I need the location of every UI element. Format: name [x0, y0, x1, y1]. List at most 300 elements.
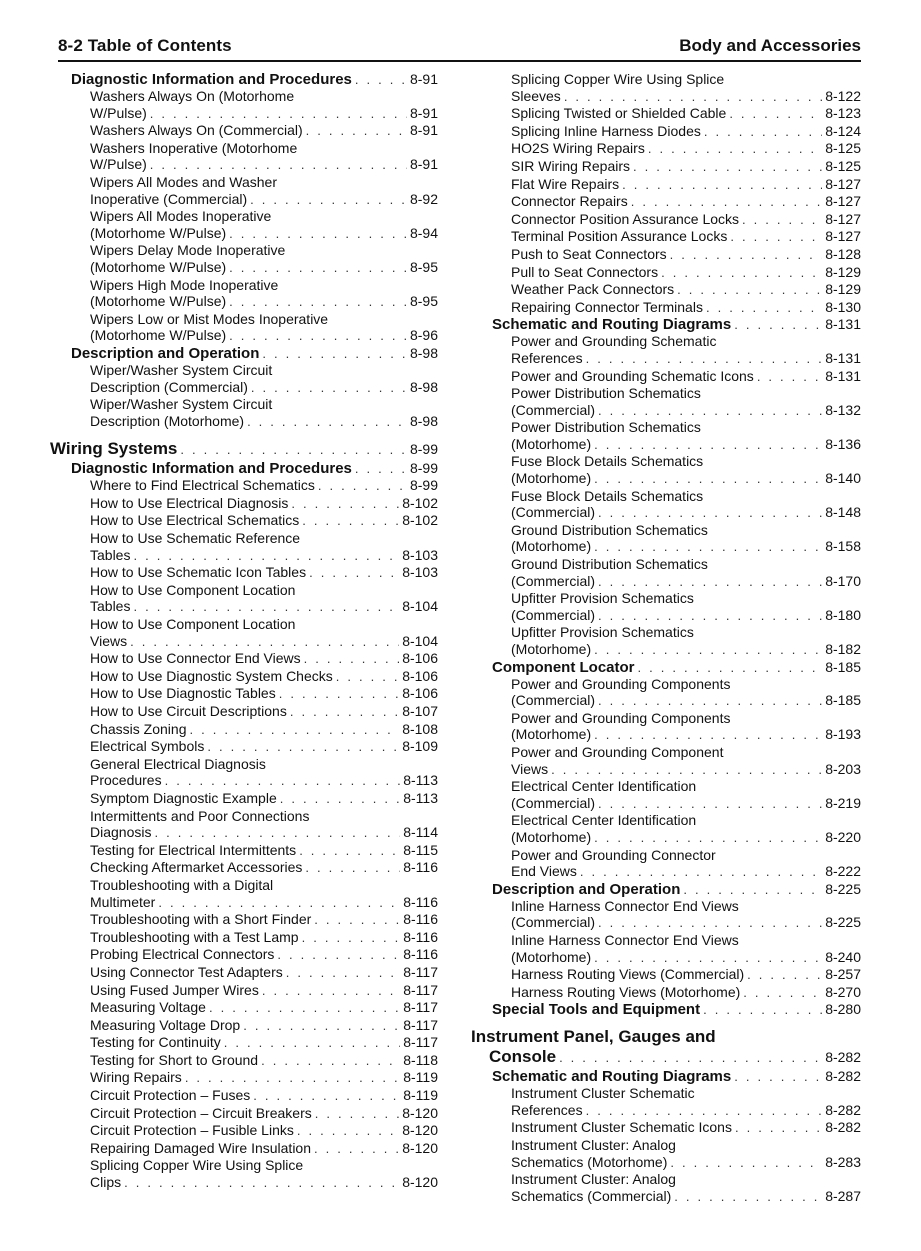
toc-page-number: 8-140: [825, 470, 861, 487]
toc-page-number: 8-282: [825, 1101, 861, 1118]
toc-page-number: 8-180: [825, 606, 861, 623]
toc-entry: [50, 1034, 438, 1052]
toc-page-number: 8-113: [403, 772, 438, 789]
toc-entry-title: Washers Always On (Motorhome: [90, 88, 295, 104]
toc-entry-title: (Motorhome W/Pulse): [90, 258, 227, 275]
leader-dots: [299, 843, 400, 860]
toc-page-number: 8-122: [825, 87, 861, 104]
toc-entry: [471, 368, 861, 386]
toc-entry: [471, 1171, 861, 1205]
toc-entry-title: Flat Wire Repairs: [511, 175, 620, 192]
toc-page-number: 8-125: [825, 140, 861, 157]
leader-dots: [355, 71, 407, 88]
leader-dots: [598, 915, 822, 932]
toc-page-number: 8-125: [825, 157, 861, 174]
toc-entry: [50, 122, 438, 140]
leader-dots: [286, 965, 400, 982]
leader-dots: [314, 1141, 399, 1158]
toc-entry: [471, 898, 861, 932]
toc-entry: [50, 311, 438, 345]
leader-dots: [757, 369, 822, 386]
toc-entry-title: Testing for Continuity: [90, 1034, 221, 1051]
leader-dots: [253, 1088, 400, 1105]
toc-page-number: 8-131: [825, 316, 861, 333]
toc-entry-title: Electrical Center Identification: [511, 812, 697, 829]
toc-entry-title: Diagnostic Information and Procedures: [71, 71, 352, 88]
toc-entry-title: Special Tools and Equipment: [492, 1001, 701, 1019]
toc-entry-title: Views: [90, 632, 128, 649]
toc-entry-title: Sleeves: [511, 87, 561, 104]
toc-entry-title: Schematics (Commercial): [511, 1187, 672, 1204]
toc-entry: [50, 982, 438, 1000]
toc-entry-title: HO2S Wiring Repairs: [511, 140, 645, 157]
toc-entry-title: Power Distribution Schematics: [511, 419, 701, 436]
toc-page-number: 8-99: [409, 441, 438, 458]
toc-entry: [471, 590, 861, 624]
toc-page-number: 8-120: [402, 1139, 438, 1156]
toc-page-number: 8-203: [825, 760, 861, 777]
toc-entry-title: Instrument Panel, Gauges and: [471, 1027, 716, 1047]
toc-page-number: 8-116: [403, 859, 438, 876]
toc-page-number: 8-117: [403, 981, 438, 998]
toc-entry-title: W/Pulse): [90, 104, 147, 121]
toc-entry-title: Wipers High Mode Inoperative: [90, 276, 279, 293]
toc-entry-title: Harness Routing Views (Commercial): [511, 966, 745, 983]
toc-entry: [471, 556, 861, 590]
toc-entry: [50, 362, 438, 396]
toc-page-number: 8-257: [825, 966, 861, 983]
toc-entry-title: How to Use Component Location: [90, 616, 296, 633]
toc-entry-title: (Commercial): [511, 794, 595, 811]
toc-entry: [471, 932, 861, 966]
leader-dots: [133, 548, 399, 565]
toc-entry: [471, 105, 861, 123]
leader-dots: [598, 693, 822, 710]
toc-entry: [50, 877, 438, 911]
toc-entry-title: Instrument Cluster Schematic Icons: [511, 1119, 732, 1136]
toc-entry: [471, 778, 861, 812]
toc-entry-title: Wipers All Modes and Washer: [90, 173, 277, 190]
toc-page-number: 8-185: [825, 658, 861, 675]
toc-page-number: 8-117: [403, 999, 438, 1016]
toc-entry-title: Description (Commercial): [90, 378, 248, 395]
toc-entry: [50, 964, 438, 982]
leader-dots: [355, 460, 407, 477]
toc-entry-title: How to Use Schematic Icon Tables: [90, 564, 307, 581]
toc-entry-title: Washers Inoperative (Motorhome: [90, 139, 298, 156]
leader-dots: [648, 141, 822, 158]
toc-entry-title: Power and Grounding Schematic: [511, 333, 717, 350]
toc-entry: [50, 208, 438, 242]
toc-entry-title: (Motorhome): [511, 948, 592, 965]
toc-entry-title: How to Use Diagnostic Tables: [90, 685, 276, 702]
leader-dots: [304, 651, 400, 668]
toc-page-number: 8-123: [825, 105, 861, 122]
toc-entry: [471, 453, 861, 487]
toc-page-number: 8-102: [402, 512, 438, 529]
leader-dots: [594, 642, 822, 659]
leader-dots: [703, 1001, 822, 1018]
toc-entry-title: (Motorhome): [511, 538, 592, 555]
toc-entry-title: Instrument Cluster: Analog: [511, 1171, 676, 1188]
leader-dots: [633, 159, 822, 176]
toc-entry: [50, 756, 438, 790]
leader-dots: [564, 89, 822, 106]
toc-entry-title: Weather Pack Connectors: [511, 281, 675, 298]
leader-dots: [559, 1048, 822, 1068]
toc-page-number: 8-98: [409, 378, 438, 395]
leader-dots: [165, 773, 401, 790]
toc-entry: [50, 790, 438, 808]
toc-entry-title: Ground Distribution Schematics: [511, 521, 708, 538]
toc-entry: [50, 345, 438, 362]
toc-entry-title: Wipers Low or Mist Modes Inoperative: [90, 310, 329, 327]
toc-entry-title: (Motorhome): [511, 726, 592, 743]
toc-page-number: 8-270: [825, 983, 861, 1000]
toc-entry-title: Schematics (Motorhome): [511, 1153, 668, 1170]
toc-entry: [50, 1069, 438, 1087]
toc-entry-title: Troubleshooting with a Short Finder: [90, 911, 312, 928]
toc-entry-title: Power and Grounding Schematic Icons: [511, 367, 754, 384]
leader-dots: [729, 106, 822, 123]
toc-entry-title: Using Fused Jumper Wires: [90, 981, 259, 998]
leader-dots: [742, 212, 822, 229]
toc-entry: [471, 333, 861, 367]
toc-entry-title: (Motorhome): [511, 435, 592, 452]
leader-dots: [124, 1175, 399, 1192]
toc-page-number: 8-106: [402, 667, 438, 684]
toc-entry: [471, 140, 861, 158]
toc-entry: [471, 193, 861, 211]
toc-entry: [50, 582, 438, 616]
leader-dots: [224, 1035, 400, 1052]
leader-dots: [277, 947, 400, 964]
toc-entry-title: Splicing Copper Wire Using Splice: [511, 71, 725, 87]
toc-entry-title: Wiper/Washer System Circuit: [90, 361, 273, 378]
toc-entry-title: References: [511, 1101, 583, 1118]
toc-entry: [50, 929, 438, 947]
toc-entry-title: Tables: [90, 546, 131, 563]
toc-entry-title: Push to Seat Connectors: [511, 245, 667, 262]
toc-entry: [471, 522, 861, 556]
toc-entry-title: (Commercial): [511, 401, 595, 418]
toc-entry-title: Probing Electrical Connectors: [90, 946, 275, 963]
toc-entry-title: Chassis Zoning: [90, 720, 187, 737]
toc-entry-title: How to Use Diagnostic System Checks: [90, 667, 333, 684]
leader-dots: [318, 478, 407, 495]
toc-page-number: 8-185: [825, 692, 861, 709]
toc-page-number: 8-109: [402, 738, 438, 755]
toc-entry: [471, 624, 861, 658]
toc-entry-title: (Motorhome W/Pulse): [90, 224, 227, 241]
toc-entry: [50, 1017, 438, 1035]
leader-dots: [280, 791, 400, 808]
toc-entry: [471, 812, 861, 846]
leader-dots: [704, 124, 822, 141]
toc-entry: [50, 1140, 438, 1158]
toc-entry: [50, 859, 438, 877]
toc-entry: [471, 228, 861, 246]
toc-page-number: 8-287: [825, 1187, 861, 1204]
toc-page-number: 8-282: [825, 1049, 861, 1066]
toc-entry-title: (Commercial): [511, 692, 595, 709]
toc-page-number: 8-220: [825, 828, 861, 845]
toc-page-number: 8-127: [825, 210, 861, 227]
leader-dots: [154, 825, 400, 842]
toc-entry: [50, 477, 438, 495]
toc-entry: [471, 710, 861, 744]
toc-entry-title: How to Use Schematic Reference: [90, 530, 301, 547]
leader-dots: [297, 1123, 399, 1140]
toc-entry-title: Measuring Voltage: [90, 999, 206, 1016]
leader-dots: [302, 513, 399, 530]
toc-entry: [471, 71, 861, 105]
toc-page-number: 8-222: [825, 863, 861, 880]
toc-entry: [50, 1122, 438, 1140]
toc-entry-title: Circuit Protection – Circuit Breakers: [90, 1104, 312, 1121]
toc-entry: [50, 738, 438, 756]
toc-page-number: 8-240: [825, 948, 861, 965]
toc-page-number: 8-127: [825, 193, 861, 210]
toc-entry-title: Schematic and Routing Diagrams: [492, 316, 732, 334]
toc-page-number: 8-95: [409, 293, 438, 310]
leader-dots: [290, 704, 399, 721]
toc-entry-title: References: [511, 349, 583, 366]
toc-page-number: 8-102: [402, 494, 438, 511]
toc-entry: [50, 650, 438, 668]
toc-page-number: 8-91: [409, 156, 438, 173]
page-chapter-title: Body and Accessories: [679, 36, 861, 55]
leader-dots: [586, 1103, 823, 1120]
toc-entry: [471, 847, 861, 881]
toc-entry: [50, 668, 438, 686]
toc-page-number: 8-115: [403, 841, 438, 858]
leader-dots: [674, 1189, 822, 1206]
leader-dots: [734, 316, 822, 333]
toc-entry-title: Wiring Repairs: [90, 1069, 182, 1086]
toc-entry: [50, 564, 438, 582]
toc-entry-title: (Motorhome): [511, 828, 592, 845]
toc-entry-title: Splicing Twisted or Shielded Cable: [511, 105, 727, 122]
toc-entry-title: Inline Harness Connector End Views: [511, 931, 739, 948]
toc-entry-title: Tables: [90, 598, 131, 615]
toc-entry-title: Upfitter Provision Schematics: [511, 624, 694, 641]
toc-page-number: 8-158: [825, 538, 861, 555]
toc-page-number: 8-127: [825, 228, 861, 245]
toc-entry: [471, 744, 861, 778]
leader-dots: [594, 539, 822, 556]
leader-dots: [250, 192, 407, 209]
leader-dots: [190, 722, 400, 739]
toc-entry-title: Wipers All Modes Inoperative: [90, 208, 272, 225]
toc-entry-title: Checking Aftermarket Accessories: [90, 859, 303, 876]
leader-dots: [734, 1068, 822, 1085]
leader-dots: [209, 1000, 400, 1017]
toc-entry: [50, 1105, 438, 1123]
leader-dots: [631, 194, 822, 211]
leader-dots: [305, 860, 400, 877]
toc-entry-title: SIR Wiring Repairs: [511, 157, 631, 174]
toc-entry-title: Fuse Block Details Schematics: [511, 487, 704, 504]
toc-page-number: 8-225: [825, 880, 861, 897]
toc-page-number: 8-283: [825, 1153, 861, 1170]
toc-entry: [471, 158, 861, 176]
leader-dots: [598, 403, 822, 420]
toc-entry: [471, 176, 861, 194]
leader-dots: [306, 123, 407, 140]
toc-entry: [471, 281, 861, 299]
toc-page-number: 8-98: [409, 412, 438, 429]
toc-page-number: 8-104: [402, 598, 438, 615]
toc-entry: [471, 385, 861, 419]
toc-entry-title: Views: [511, 760, 549, 777]
toc-entry-title: Ground Distribution Schematics: [511, 556, 708, 573]
leader-dots: [261, 1053, 400, 1070]
leader-dots: [150, 157, 407, 174]
leader-dots: [598, 796, 822, 813]
toc-page-number: 8-193: [825, 726, 861, 743]
leader-dots: [747, 967, 822, 984]
toc-page-number: 8-96: [409, 327, 438, 344]
leader-dots: [243, 1018, 400, 1035]
leader-dots: [622, 177, 822, 194]
toc-page-number: 8-127: [825, 175, 861, 192]
toc-entry-title: Splicing Inline Harness Diodes: [511, 122, 701, 139]
toc-entry-title: How to Use Electrical Diagnosis: [90, 494, 289, 511]
toc-entry: [50, 460, 438, 477]
toc-entry: [50, 616, 438, 650]
toc-page-number: 8-225: [825, 914, 861, 931]
toc-entry-title: Wipers Delay Mode Inoperative: [90, 242, 286, 259]
leader-dots: [661, 265, 822, 282]
toc-page-number: 8-116: [403, 911, 438, 928]
toc-entry-title: Intermittents and Poor Connections: [90, 807, 310, 824]
toc-entry: [50, 88, 438, 122]
toc-entry-title: Repairing Damaged Wire Insulation: [90, 1139, 311, 1156]
toc-entry-title: Where to Find Electrical Schematics: [90, 477, 315, 494]
leader-dots: [251, 380, 407, 397]
toc-entry: [50, 842, 438, 860]
toc-entry-title: Diagnostic Information and Procedures: [71, 460, 352, 478]
leader-dots: [314, 912, 400, 929]
toc-entry-title: Circuit Protection – Fusible Links: [90, 1122, 294, 1139]
toc-page-number: 8-116: [403, 928, 438, 945]
toc-page-number: 8-128: [825, 245, 861, 262]
toc-entry-title: Measuring Voltage Drop: [90, 1016, 241, 1033]
toc-page-number: 8-182: [825, 641, 861, 657]
leader-dots: [586, 351, 823, 368]
toc-page-number: 8-129: [825, 281, 861, 298]
toc-entry: [50, 140, 438, 174]
toc-entry-title: Circuit Protection – Fuses: [90, 1087, 251, 1104]
toc-entry: [471, 211, 861, 229]
toc-entry-title: Clips: [90, 1174, 122, 1191]
leader-dots: [150, 106, 407, 123]
leader-dots: [291, 496, 399, 513]
toc-entry: [50, 512, 438, 530]
toc-page-number: 8-106: [402, 685, 438, 702]
leader-dots: [315, 1106, 399, 1123]
toc-entry-title: Schematic and Routing Diagrams: [492, 1068, 732, 1086]
toc-entry: [50, 999, 438, 1017]
toc-entry: [471, 659, 861, 676]
toc-entry: [50, 439, 438, 460]
toc-page-number: 8-136: [825, 435, 861, 452]
toc-page-number: 8-120: [402, 1104, 438, 1121]
leader-dots: [670, 1155, 822, 1172]
toc-entry-title: Washers Always On (Commercial): [90, 122, 303, 139]
toc-page-number: 8-91: [409, 122, 438, 139]
toc-entry: [471, 316, 861, 333]
toc-entry-title: Connector Repairs: [511, 193, 628, 210]
leader-dots: [670, 247, 823, 264]
toc-page-number: 8-98: [409, 344, 438, 361]
toc-entry: [471, 966, 861, 984]
leader-dots: [130, 634, 399, 651]
toc-entry: [471, 881, 861, 898]
toc-entry-title: Wiring Systems: [50, 439, 178, 459]
toc-entry: [50, 1052, 438, 1070]
toc-entry: [471, 123, 861, 141]
toc-entry: [471, 1027, 861, 1068]
toc-entry: [471, 419, 861, 453]
toc-entry-title: (Motorhome): [511, 470, 592, 487]
leader-dots: [207, 739, 399, 756]
toc-page-number: 8-116: [403, 946, 438, 963]
toc-entry: [471, 246, 861, 264]
toc-page-number: 8-129: [825, 263, 861, 280]
leader-dots: [677, 282, 822, 299]
toc-entry-title: Troubleshooting with a Digital: [90, 876, 274, 893]
toc-entry-title: Power and Grounding Components: [511, 675, 731, 692]
toc-page-number: 8-120: [402, 1174, 438, 1191]
toc-page-number: 8-103: [402, 546, 438, 563]
leader-dots: [185, 1070, 400, 1087]
toc-entry-title: Terminal Position Assurance Locks: [511, 228, 728, 245]
leader-dots: [594, 471, 822, 488]
toc-page-number: 8-113: [403, 789, 438, 806]
leader-dots: [336, 669, 399, 686]
toc-page-number: 8-132: [825, 401, 861, 418]
leader-dots: [279, 686, 399, 703]
toc-entry: [50, 71, 438, 88]
toc-entry-title: (Commercial): [511, 572, 595, 589]
toc-entry: [471, 1137, 861, 1171]
toc-entry: [471, 1068, 861, 1085]
toc-entry-title: Description (Motorhome): [90, 412, 245, 429]
toc-entry-title: Power Distribution Schematics: [511, 385, 701, 402]
toc-entry-title: (Commercial): [511, 504, 595, 521]
toc-entry: [50, 530, 438, 564]
toc-entry-title: Power and Grounding Components: [511, 709, 731, 726]
toc-page-number: 8-282: [825, 1068, 861, 1085]
toc-entry-title: (Motorhome W/Pulse): [90, 293, 227, 310]
leader-dots: [302, 930, 401, 947]
leader-dots: [594, 437, 822, 454]
toc-page-number: 8-104: [402, 632, 438, 649]
leader-dots: [229, 226, 407, 243]
leader-dots: [551, 762, 822, 779]
leader-dots: [262, 983, 400, 1000]
toc-entry-title: Using Connector Test Adapters: [90, 963, 283, 980]
toc-entry: [50, 495, 438, 513]
toc-entry-title: Connector Position Assurance Locks: [511, 210, 740, 227]
toc-page-number: 8-99: [409, 477, 438, 494]
toc-entry-title: Electrical Symbols: [90, 738, 205, 755]
leader-dots: [229, 294, 407, 311]
toc-page-number: 8-117: [403, 963, 438, 980]
toc-entry: [50, 277, 438, 311]
